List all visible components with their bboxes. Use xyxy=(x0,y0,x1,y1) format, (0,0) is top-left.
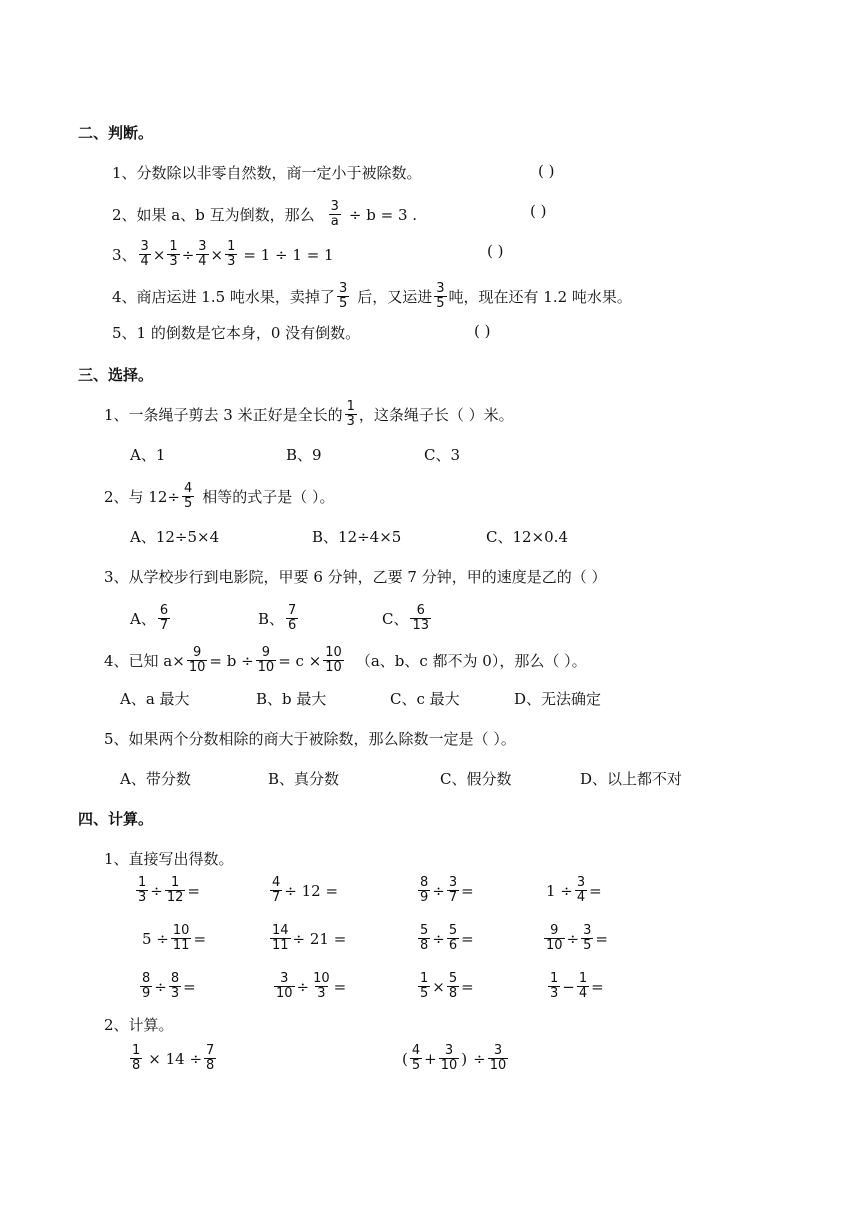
calc-item: $\frac{1}{3}$ − $\frac{1}{4}$ = xyxy=(550,971,604,1001)
choose-q4-opt-c[interactable]: C、c 最大 xyxy=(390,690,460,708)
choose-q5-opt-b[interactable]: B、真分数 xyxy=(268,770,340,788)
judge-q3: 3、 $\frac{3}{4}$ × $\frac{1}{3}$ ÷ $\frac{3}{4}$ × $\frac{1}{3}$ = 1 ÷ 1 = 1 xyxy=(112,239,334,269)
calc-item: $\frac{1}{3}$ ÷ $\frac{1}{12}$ = xyxy=(138,875,200,905)
choose-q5-opt-c[interactable]: C、假分数 xyxy=(440,770,512,788)
calc-subtitle-2: 2、计算。 xyxy=(104,1016,174,1034)
choose-q2-opt-c[interactable]: C、12×0.4 xyxy=(486,528,568,546)
choose-q2: 2、与 12÷ $\frac{4}{5}$ 相等的式子是（ ）。 xyxy=(104,481,335,511)
choose-q3: 3、从学校步行到电影院，甲要 6 分钟，乙要 7 分钟，甲的速度是乙的（ ） xyxy=(104,568,607,586)
calc-expression-2: ( $\frac{4}{5}$ + $\frac{3}{10}$ ) ÷ $\frac{3}{10}$ xyxy=(402,1043,507,1073)
calc-item: $\frac{3}{10}$ ÷ $\frac{10}{3}$ = xyxy=(276,971,347,1001)
judge-q2-answer[interactable]: ( ) xyxy=(530,202,547,220)
calc-item: $\frac{5}{8}$ ÷ $\frac{5}{6}$ = xyxy=(420,923,474,953)
choose-q2-opt-a[interactable]: A、12÷5×4 xyxy=(130,528,220,546)
calc-item: $\frac{8}{9}$ ÷ $\frac{8}{3}$ = xyxy=(142,971,196,1001)
judge-q5: 5、1 的倒数是它本身，0 没有倒数。 xyxy=(112,324,361,342)
judge-q3-answer[interactable]: ( ) xyxy=(487,242,504,260)
choose-q4-opt-a[interactable]: A、a 最大 xyxy=(120,690,190,708)
choose-q3-opt-c[interactable]: C、 $\frac{6}{13}$ xyxy=(382,603,430,633)
choose-q1: 1、一条绳子剪去 3 米正好是全长的 $\frac{1}{3}$ ，这条绳子长（ ）米。 xyxy=(104,399,514,429)
judge-q2: 2、如果 a、b 互为倒数，那么 $\frac{3}{a}$ ÷ b = 3 . xyxy=(112,199,418,229)
choose-q4: 4、已知 a× $\frac{9}{10}$ = b ÷ $\frac{9}{10}$ = c × $\frac{10}{10}$ （a、b、c 都不为 0），那么（ ）。 xyxy=(104,645,587,675)
calc-item: $\frac{9}{10}$ ÷ $\frac{3}{5}$ = xyxy=(546,923,608,953)
choose-q1-opt-c[interactable]: C、3 xyxy=(424,446,461,464)
judge-q4: 4、商店运进 1.5 吨水果，卖掉了 $\frac{3}{5}$ 后，又运进 $\frac{3}{5}$ 吨，现在还有 1.2 吨水果。 xyxy=(112,281,632,311)
judge-q5-answer[interactable]: ( ) xyxy=(474,322,491,340)
choose-q3-opt-b[interactable]: B、 $\frac{7}{6}$ xyxy=(258,603,297,633)
calc-item: $\frac{4}{7}$ ÷ 12 = xyxy=(272,875,339,905)
choose-q5-opt-a[interactable]: A、带分数 xyxy=(120,770,191,788)
choose-q4-opt-b[interactable]: B、b 最大 xyxy=(256,690,327,708)
choose-q5-opt-d[interactable]: D、以上都不对 xyxy=(580,770,683,788)
calc-subtitle-1: 1、直接写出得数。 xyxy=(104,850,234,868)
choose-q1-opt-b[interactable]: B、9 xyxy=(286,446,322,464)
fraction: $\frac{3}{a}$ xyxy=(330,199,339,229)
choose-q2-opt-b[interactable]: B、12÷4×5 xyxy=(312,528,402,546)
calc-item: $\frac{8}{9}$ ÷ $\frac{3}{7}$ = xyxy=(420,875,474,905)
section-calc-title: 四、计算。 xyxy=(78,810,154,828)
calc-expression-1: $\frac{1}{8}$ × 14 ÷ $\frac{7}{8}$ xyxy=(132,1043,215,1073)
choose-q4-opt-d[interactable]: D、无法确定 xyxy=(514,690,602,708)
section-choose-title: 三、选择。 xyxy=(78,366,154,384)
choose-q1-opt-a[interactable]: A、1 xyxy=(130,446,166,464)
calc-item: 1 ÷ $\frac{3}{4}$ = xyxy=(546,875,602,905)
choose-q3-opt-a[interactable]: A、 $\frac{6}{7}$ xyxy=(130,603,169,633)
choose-q5: 5、如果两个分数相除的商大于被除数，那么除数一定是（ ）。 xyxy=(104,730,516,748)
calc-item: $\frac{1}{5}$ × $\frac{5}{8}$ = xyxy=(420,971,474,1001)
calc-item: 5 ÷ $\frac{10}{11}$ = xyxy=(142,923,207,953)
judge-q1: 1、分数除以非零自然数，商一定小于被除数。 xyxy=(112,164,422,182)
judge-q1-answer[interactable]: ( ) xyxy=(538,162,555,180)
calc-item: $\frac{14}{11}$ ÷ 21 = xyxy=(272,923,347,953)
section-judge-title: 二、判断。 xyxy=(78,124,154,142)
